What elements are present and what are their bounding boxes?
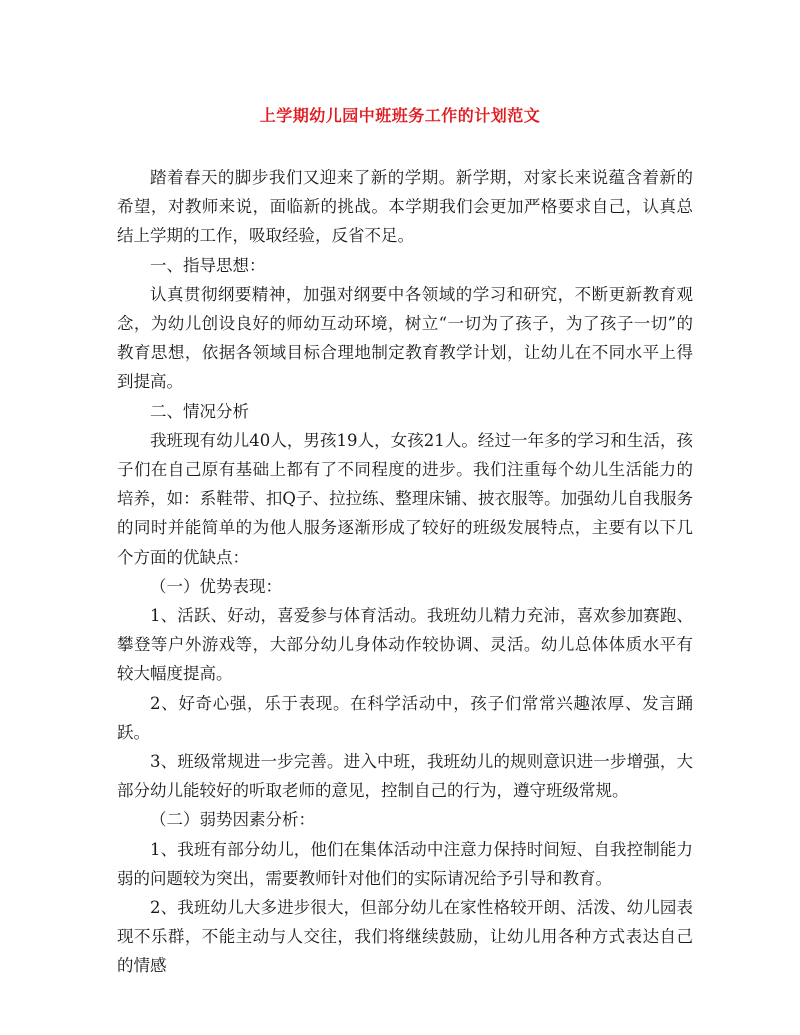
section-heading-guiding-thought: 一、指导思想：	[150, 255, 266, 275]
subheading-strengths: （一）优势表现：	[150, 576, 282, 596]
subheading-weaknesses: （二）弱势因素分析：	[150, 810, 315, 830]
strength-item-3: 3、班级常规进一步完善。进入中班，我班幼儿的规则意识进一步增强，大部分幼儿能较好的听取老师的意见，控制自己的行为，遵守班级常规。	[117, 752, 693, 801]
section-heading-situation-analysis: 二、情况分析	[150, 401, 249, 421]
weakness-item-1: 1、我班有部分幼儿，他们在集体活动中注意力保持时间短、自我控制能力弱的问题较为突出，需要教师针对他们的实际请况给予引导和教育。	[117, 839, 693, 888]
document-title: 上学期幼儿园中班班务工作的计划范文	[259, 106, 541, 125]
strength-item-2: 2、好奇心强，乐于表现。在科学活动中，孩子们常常兴趣浓厚、发言踊跃。	[117, 693, 693, 742]
situation-paragraph: 我班现有幼儿40人，男孩19人，女孩21人。经过一年多的学习和生活，孩子们在自己原有基础上都有了不同程度的进步。我们注重每个幼儿生活能力的培养，如：系鞋带、扣Q子、拉拉练、整理床铺、披衣服等。加强幼儿自我服务的同时并能简单的为他人服务逐渐形成了较好的班级发展特点，主要有以下几个方面的优缺点：	[117, 430, 693, 567]
strength-item-1: 1、活跃、好动，喜爱参与体育活动。我班幼儿精力充沛，喜欢参加赛跑、攀登等户外游戏等，大部分幼儿身体动作较协调、灵活。幼儿总体体质水平有较大幅度提高。	[117, 606, 693, 684]
weakness-item-2: 2、我班幼儿大多进步很大，但部分幼儿在家性格较开朗、活泼、幼儿园表现不乐群，不能主动与人交往，我们将继续鼓励，让幼儿用各种方式表达自己的情感	[117, 898, 693, 976]
document-body	[117, 163, 693, 981]
intro-paragraph: 踏着春天的脚步我们又迎来了新的学期。新学期，对家长来说蕴含着新的希望，对教师来说，面临新的挑战。本学期我们会更加严格要求自己，认真总结上学期的工作，吸取经验，反省不足。	[117, 168, 693, 246]
guiding-thought-paragraph: 认真贯彻纲要精神，加强对纲要中各领域的学习和研究，不断更新教育观念，为幼儿创设良好的师幼互动环境，树立“一切为了孩子，为了孩子一切”的教育思想，依据各领域目标合理地制定教育教学计划，让幼儿在不同水平上得到提高。	[117, 284, 693, 392]
